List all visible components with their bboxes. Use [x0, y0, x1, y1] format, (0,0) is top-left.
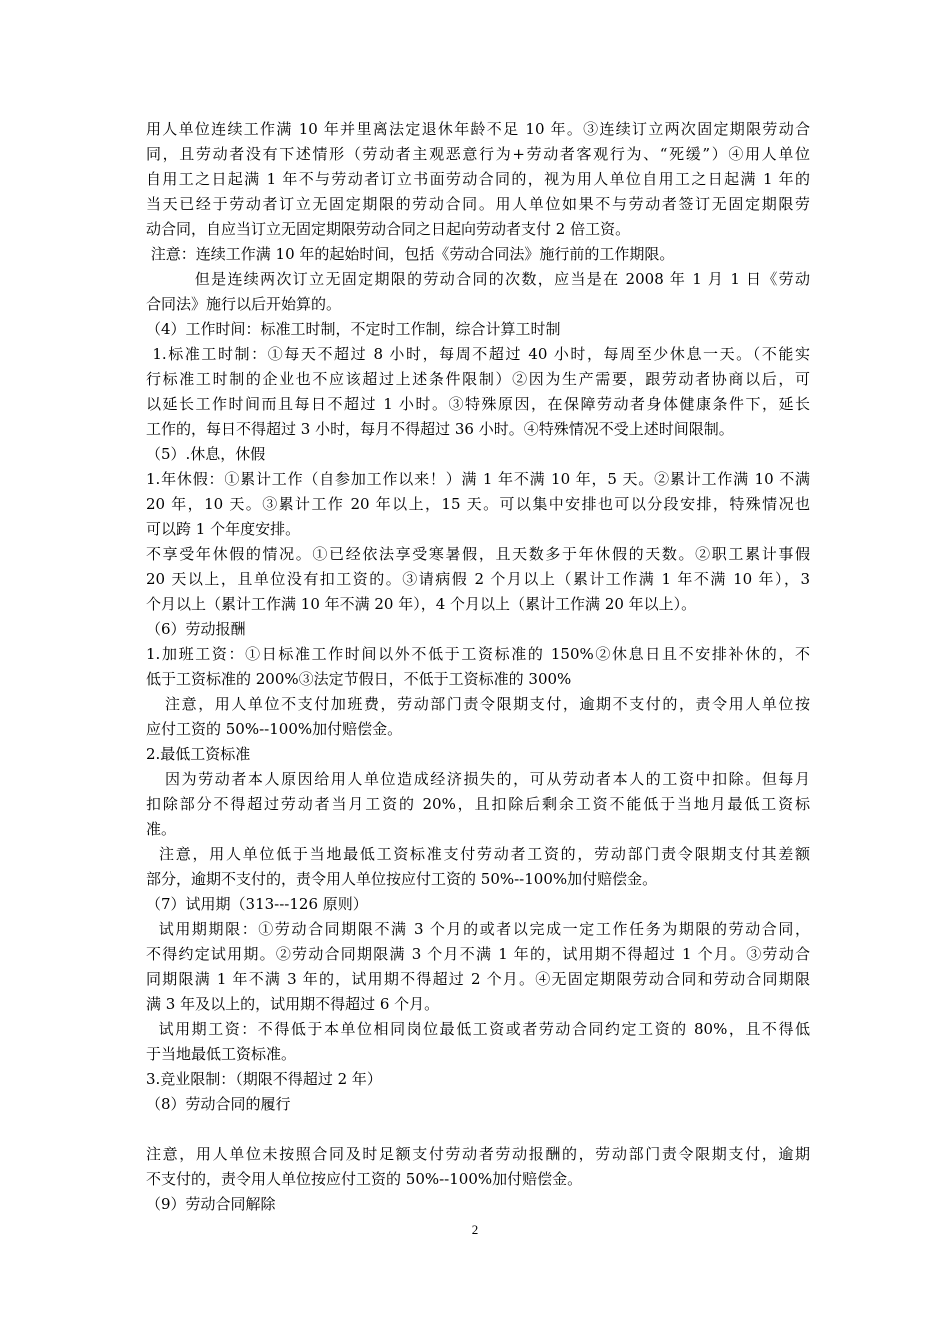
text-line: 注意，用人单位低于当地最低工资标准支付劳动者工资的，劳动部门责令限期支付其差额: [146, 845, 810, 863]
document-body: [146, 117, 810, 1217]
text-line: 可以跨 1 个年度安排。: [146, 520, 301, 538]
text-line: 不得约定试用期。②劳动合同期限满 3 个月不满 1 年的，试用期不得超过 1 个月。③劳动合: [146, 945, 810, 963]
text-line: 行标准工时制的企业也不应该超过上述条件限制）②因为生产需要，跟劳动者协商以后，可: [146, 370, 810, 388]
section-heading: 3.竞业限制：（期限不得超过 2 年）: [146, 1070, 382, 1088]
text-line: 注意，用人单位未按照合同及时足额支付劳动者劳动报酬的，劳动部门责令限期支付，逾期: [146, 1145, 810, 1163]
text-line: 同，且劳动者没有下述情形（劳动者主观恶意行为+劳动者客观行为、“死缓”）④用人单位: [146, 145, 810, 163]
text-line: 个月以上（累计工作满 10 年不满 20 年），4 个月以上（累计工作满 20 年以上）。: [146, 595, 697, 613]
section-heading: （7）试用期（313---126 原则）: [146, 895, 368, 913]
text-line: 不享受年休假的情况。①已经依法享受寒暑假，且天数多于年休假的天数。②职工累计事假: [146, 545, 810, 563]
text-line: 试用期期限：①劳动合同期限不满 3 个月的或者以完成一定工作任务为期限的劳动合同，: [146, 920, 810, 938]
text-line: 满 3 年及以上的，试用期不得超过 6 个月。: [146, 995, 440, 1013]
text-line: 工作的，每日不得超过 3 小时，每月不得超过 36 小时。④特殊情况不受上述时间限制。: [146, 420, 734, 438]
text-line: 但是连续两次订立无固定期限的劳动合同的次数，应当是在 2008 年 1 月 1 日《劳动: [146, 270, 810, 288]
text-line: 1.加班工资：①日标准工作时间以外不低于工资标准的 150%②休息日且不安排补休的，不: [146, 645, 810, 663]
text-line: 准。: [146, 820, 177, 838]
page-number: 2: [471, 1222, 479, 1237]
text-line: 试用期工资：不得低于本单位相同岗位最低工资或者劳动合同约定工资的 80%，且不得低: [146, 1020, 810, 1038]
text-line: 低于工资标准的 200%③法定节假日，不低于工资标准的 300%: [146, 670, 572, 688]
text-line: 因为劳动者本人原因给用人单位造成经济损失的，可从劳动者本人的工资中扣除。但每月: [146, 770, 810, 788]
section-heading: （4）工作时间：标准工时制，不定时工作制，综合计算工时制: [146, 320, 561, 338]
text-line: 20 天以上，且单位没有扣工资的。③请病假 2 个月以上（累计工作满 1 年不满 10 年），3: [146, 570, 810, 588]
text-line: 1.年休假：①累计工作（自参加工作以来！）满 1 年不满 10 年，5 天。②累计工作满 10 不满: [146, 470, 810, 488]
text-line: 1.标准工时制：①每天不超过 8 小时，每周不超过 40 小时，每周至少休息一天。（不能实: [146, 345, 810, 363]
section-heading: 2.最低工资标准: [146, 745, 251, 763]
text-line: 不支付的，责令用人单位按应付工资的 50%--100%加付赔偿金。: [146, 1170, 583, 1188]
text-line: 自用工之日起满 1 年不与劳动者订立书面劳动合同的，视为用人单位自用工之日起满 1 年的: [146, 170, 810, 188]
text-line: 应付工资的 50%--100%加付赔偿金。: [146, 720, 403, 738]
section-heading: （9）劳动合同解除: [146, 1195, 276, 1213]
text-line: 同期限满 1 年不满 3 年的，试用期不得超过 2 个月。④无固定期限劳动合同和劳动合同期限: [146, 970, 810, 988]
section-heading: （8）劳动合同的履行: [146, 1095, 291, 1113]
text-line: 扣除部分不得超过劳动者当月工资的 20%，且扣除后剩余工资不能低于当地月最低工资标: [146, 795, 810, 813]
text-line: 动合同，自应当订立无固定期限劳动合同之日起向劳动者支付 2 倍工资。: [146, 220, 631, 238]
text-line: 注意：连续工作满 10 年的起始时间，包括《劳动合同法》施行前的工作期限。: [146, 245, 675, 263]
text-line: 于当地最低工资标准。: [146, 1045, 297, 1063]
text-line: 20 年，10 天。③累计工作 20 年以上，15 天。可以集中安排也可以分段安排，特殊情况也: [146, 495, 810, 513]
text-line: 以延长工作时间而且每日不超过 1 小时。③特殊原因，在保障劳动者身体健康条件下，延长: [146, 395, 810, 413]
text-line: 合同法》施行以后开始算的。: [146, 295, 342, 313]
text-line: 当天已经于劳动者订立无固定期限的劳动合同。用人单位如果不与劳动者签订无固定期限劳: [146, 195, 810, 213]
text-line: 部分，逾期不支付的，责令用人单位按应付工资的 50%--100%加付赔偿金。: [146, 870, 658, 888]
blank-line: [146, 1117, 810, 1142]
text-line: 注意，用人单位不支付加班费，劳动部门责令限期支付，逾期不支付的，责令用人单位按: [146, 695, 810, 713]
section-heading: （5）.休息，休假: [146, 445, 266, 463]
text-line: 用人单位连续工作满 10 年并里离法定退休年龄不足 10 年。③连续订立两次固定期限劳动合: [146, 120, 810, 138]
section-heading: （6）劳动报酬: [146, 620, 246, 638]
